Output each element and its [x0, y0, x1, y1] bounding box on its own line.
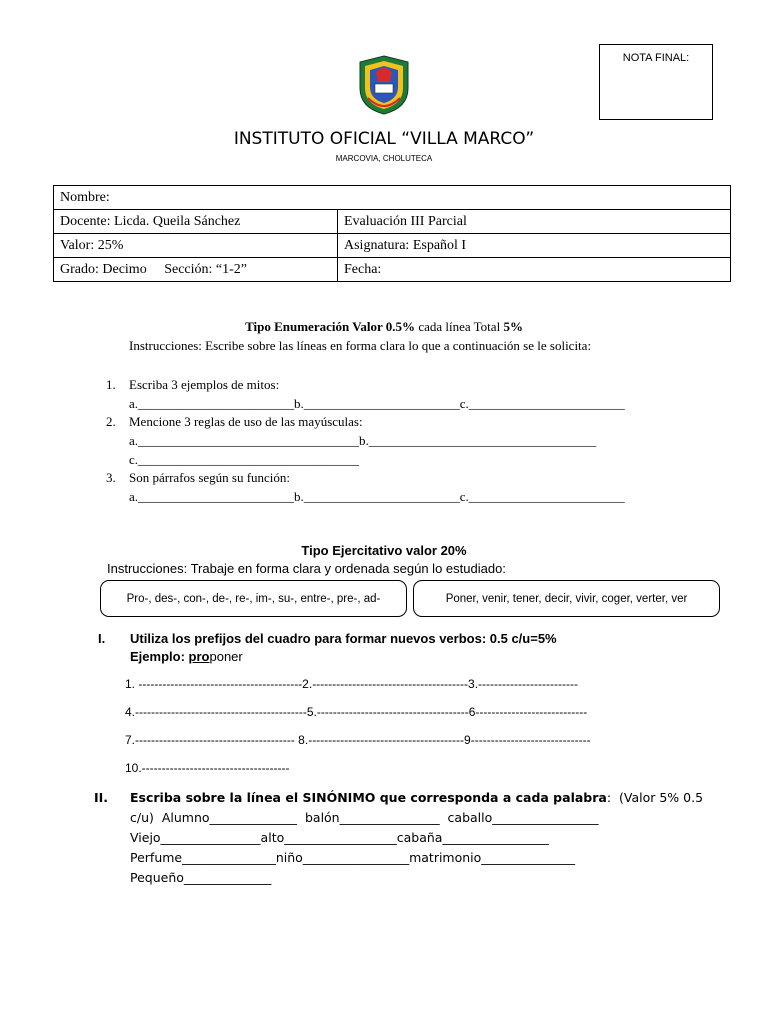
- item2-text: Mencione 3 reglas de uso de las mayúsculas:: [129, 414, 363, 429]
- school-seal-logo: [356, 54, 412, 116]
- final-grade-label: NOTA FINAL:: [622, 52, 690, 64]
- section1-heading-type: Tipo Enumeración Valor 0.5%: [245, 319, 416, 334]
- item1-text: Escriba 3 ejemplos de mitos:: [129, 377, 280, 392]
- section2-heading: Tipo Ejercitativo valor 20%: [301, 543, 467, 558]
- section1-heading-mid: cada línea Total: [415, 319, 504, 334]
- synonym-line-3[interactable]: Perfume_______________niño_________________matrimonio_______________: [130, 850, 576, 865]
- partI-numeral: I.: [98, 631, 106, 646]
- final-grade-box[interactable]: [599, 44, 713, 120]
- partI-example: [130, 649, 243, 664]
- evaluation-cell: Evaluación III Parcial: [338, 210, 731, 234]
- verb-answer-line-3[interactable]: 7.---------------------------------------- 8.---------------------------------------9------------------------------: [125, 733, 591, 747]
- verb-answer-line-2[interactable]: 4.-------------------------------------------5.--------------------------------------6----------------------------: [125, 705, 588, 719]
- partII-title-suffix: : (Valor 5% 0.5: [606, 790, 704, 805]
- grade-section-cell: Grado: Decimo Sección: “1-2”: [54, 258, 338, 282]
- example-label: Ejemplo:: [130, 649, 185, 664]
- item3-text: Son párrafos según su función:: [129, 470, 291, 485]
- prefix-box: Pro-, des-, con-, de-, re-, im-, su-, entre-, pre-, ad-: [100, 580, 407, 617]
- teacher-cell: Docente: Licda. Queila Sánchez: [54, 210, 338, 234]
- example-prefix: pro: [188, 649, 210, 664]
- institution-location: MARCOVIA, CHOLUTECA: [335, 154, 433, 163]
- date-field[interactable]: Fecha:: [338, 258, 731, 282]
- section1-heading: [0, 319, 768, 335]
- section1-instructions: Instrucciones: Escribe sobre las líneas en forma clara lo que a continuación se le solicita:: [129, 338, 592, 353]
- item3-number: 3.: [106, 470, 116, 485]
- value-cell: Valor: 25%: [54, 234, 338, 258]
- section1-heading-total: 5%: [503, 319, 523, 334]
- item1-answer-lines[interactable]: a.________________________b.________________________c.________________________: [129, 396, 625, 411]
- partII-numeral: II.: [94, 790, 109, 805]
- partII-title: Escriba sobre la línea el SINÓNIMO que corresponda a cada palabra: [130, 790, 607, 805]
- verb-answer-line-1[interactable]: 1. -----------------------------------------2.---------------------------------------3.-------------------------: [125, 677, 578, 691]
- student-info-table: [53, 185, 731, 282]
- partII-title-row: [130, 790, 703, 805]
- section2-instructions: Instrucciones: Trabaje en forma clara y ordenada según lo estudiado:: [107, 561, 506, 576]
- institution-title: INSTITUTO OFICIAL “VILLA MARCO”: [233, 129, 535, 149]
- name-field[interactable]: Nombre:: [54, 186, 731, 210]
- item2-number: 2.: [106, 414, 116, 429]
- synonym-line-1[interactable]: c/u) Alumno______________ balón________________ caballo_________________: [130, 810, 599, 825]
- synonym-line-4[interactable]: Pequeño______________: [130, 870, 272, 885]
- item3-answer-lines[interactable]: a.________________________b.________________________c.________________________: [129, 489, 625, 504]
- item1-number: 1.: [106, 377, 116, 392]
- item2-answer-lines[interactable]: a.__________________________________b.___________________________________: [129, 433, 597, 448]
- example-rest: poner: [209, 649, 243, 664]
- verb-answer-line-4[interactable]: 10.-------------------------------------: [125, 761, 290, 775]
- subject-cell: Asignatura: Español I: [338, 234, 731, 258]
- synonym-line-2[interactable]: Viejo________________alto__________________cabaña_________________: [130, 830, 549, 845]
- partI-title: Utiliza los prefijos del cuadro para formar nuevos verbos: 0.5 c/u=5%: [130, 631, 557, 646]
- verb-box: Poner, venir, tener, decir, vivir, coger, verter, ver: [413, 580, 720, 617]
- item2-answer-line-c[interactable]: c.__________________________________: [129, 452, 360, 467]
